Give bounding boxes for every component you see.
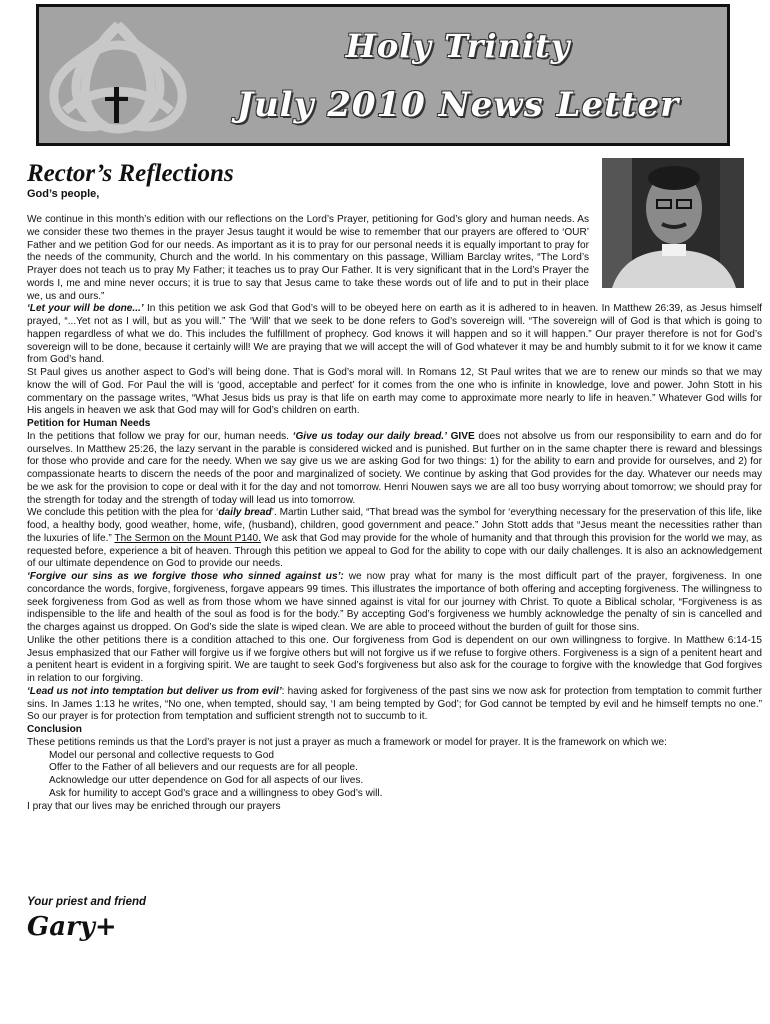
article-heading: Rector’s Reflections <box>27 160 234 187</box>
closing-line: I pray that our lives may be enriched through our prayers <box>27 800 281 812</box>
paragraph-moral-will: St Paul gives us another aspect to God’s will being done. That is God’s moral will. In Romans 12, St Paul writes that we are to renew our minds so that we may know the will of God. For Paul the will is ‘good, acceptable and perfect’ for it comes from the one who is infinite in knowledge, love and power. John Stott in his commentary on the passage writes, “What Jesus bids us pray is that life on earth may come to approximate more nearly to life in heaven.” Whatever God wills for His angels in heaven we ask that God may will for God’s children on earth. <box>27 367 762 417</box>
paragraph-condition: Unlike the other petitions there is a condition attached to this one. Our forgiveness from God is dependent on our own willingness to forgive. In Matthew 6:14-15 Jesus emphasized that our Father will forgive us if we forgive others but will not forgive us if we refuse to forgive others. Forgiveness is a sign of a penitent heart and a penitent heart is evident in a forgiving spirit. We are taught to seek God’s forgiveness but also ask for the courage to forgive with the knowledge that God forgives in relation to our forgiving. <box>27 634 762 684</box>
petition-lead-bread: ‘Give us today our daily bread.’ <box>292 430 447 442</box>
article-greeting: God’s people, <box>27 188 100 200</box>
petition-lead-forgive: ‘Forgive our sins as we forgive those who sinned against us’: <box>27 571 344 582</box>
newsletter-issue: July 2010 News Letter <box>236 85 680 125</box>
newsletter-banner <box>36 4 730 146</box>
petition-lead-temptation: ‘Lead us not into temptation but deliver us from evil’ <box>27 685 282 697</box>
petition-lead-will: ‘Let your will be done...’ <box>27 303 144 315</box>
paragraph-forgiveness: ‘Forgive our sins as we forgive those who sinned against us’: we now pray what for many is the most difficult part of the prayer, forgiveness. In one concordance the words, forgive, forgiveness, forgave appears 99 times. This illustrates the importance of both offering and accepting forgiveness. The willingness to seek forgiveness from God as well as from those whom we have sinned against is vital for our journey with Christ. To quote a Biblical scholar, “Forgiveness is as indispensible to the life and health of the soul as food is for the body.” By accepting God’s forgiveness we humbly acknowledge the penalty of sin is cancelled and the charges against us dropped. On God’s side the slate is wiped clean. We are able to proceed without the burden of guilt for those sins. <box>27 571 762 633</box>
signoff-line: Your priest and friend <box>27 896 147 908</box>
newsletter-title: Holy Trinity <box>345 27 571 65</box>
paragraph-bread-conclusion: We conclude this petition with the plea for ‘daily bread’. Martin Luther said, “That bread was the symbol for ‘everything necessary for the preservation of this life, like food, a healthy body, good weather, home, wife, (husband), children, good government and peace.” John Stott adds that “Jesus meant the necessities rather than the luxuries of life.” The Sermon on the Mount P140. We ask that God may provide for the whole of humanity and that through this provision for the world we may, as requested before, experience a bit of heaven. Through this petition we appeal to God for the ability to cope with our daily challenges. It is also an acknowledgement of our ultimate dependence on God to provide our needs. <box>27 507 763 570</box>
section-heading-petition: Petition for Human Needs <box>27 418 151 429</box>
signature: Gary+ <box>27 912 117 942</box>
paragraph-intro: We continue in this month’s edition with our reflections on the Lord’s Prayer, petitioning for God’s glory and human needs. As we consider these two themes in the prayer Jesus taught it would be wise to remember that our prayers are offered to ‘OUR’ Father and we petition God for our needs. As important as it is to pray for our personal needs it is equally important to pray for the needs of the community, Church and the world. In his commentary on this passage, William Barclay writes, “The Lord’s Prayer does not teach us to pray My Father; it teaches us to pray Our Father. It is very significant that in the Lord’s Prayer the words I, me and mine never occurs; it is true to say that Jesus came to take these words out of life and to put in their place we, us and ours.” <box>27 214 589 302</box>
paragraph-temptation: ‘Lead us not into temptation but deliver us from evil’: having asked for forgiveness of the past sins we now ask for protection from temptation to commit further sins. In James 1:13 he writes, “No one, when tempted, should say, ‘I am being tempted by God’; for God cannot be tempted by evil and he himself tempts no one.” So our prayer is for protection from temptation and sufficient strength not to succumb to it. <box>27 685 762 723</box>
trinity-knot-cross-icon <box>43 15 193 143</box>
section-heading-conclusion: Conclusion <box>27 724 82 735</box>
paragraph-will: ‘Let your will be done...’ In this petition we ask God that God’s will to be obeyed here on earth as it is adhered to in heaven. In Matthew 26:39, as Jesus himself prayed, “...Yet not as I will, but as you will.” The ‘Will’ that we seek to be done refers to God’s sovereign will. “The sovereign will of God is that which is going to happen regardless of what we do. This includes the fulfillment of prophecy. God knows it will happen and so it will happen.” Our prayer therefore is not for God’s sovereign will to be done, because it certainly will! We are praying that we will accept the will of God whatever it may be and humbly submit to it for we know it came from God’s hand. <box>27 303 762 366</box>
paragraph-daily-bread: In the petitions that follow we pray for our, human needs. ‘Give us today our daily bread.’ GIVE does not absolve us from our responsibility to earn and do for ourselves. In Matthew 25:26, the lazy servant in the parable is considered wicked and is punished. But further on in the same chapter there is reward and blessings for those who provide and care for the needy. When we say give us we are asking God for two things: 1) for the ability to earn and provide for ourselves, and 2) for compassionate hearts to discern the needs of the poor and marginalized of society. We continue by asking that God provides for the day. Whatever our needs may be we ask for the provision to cope or deal with it for the day and not tomorrow. Henri Nouwen says we are all too busy worrying about tomorrow; we should pray for the strength for today and the strength of today will lead us into tomorrow. <box>27 430 762 506</box>
list-item: Offer to the Father of all believers and our requests are for all people. <box>49 762 358 774</box>
book-reference: The Sermon on the Mount P140. <box>114 532 261 544</box>
paragraph-conclusion: These petitions reminds us that the Lord’s prayer is not just a prayer as much a framework or model for prayer. It is the framework on which we: <box>27 736 667 748</box>
list-item: Model our personal and collective requests to God <box>49 749 274 761</box>
list-item: Acknowledge our utter dependence on God for all aspects of our lives. <box>49 775 364 786</box>
article-body <box>27 214 762 813</box>
list-item: Ask for humility to accept God’s grace and a willingness to obey God’s will. <box>49 787 383 799</box>
